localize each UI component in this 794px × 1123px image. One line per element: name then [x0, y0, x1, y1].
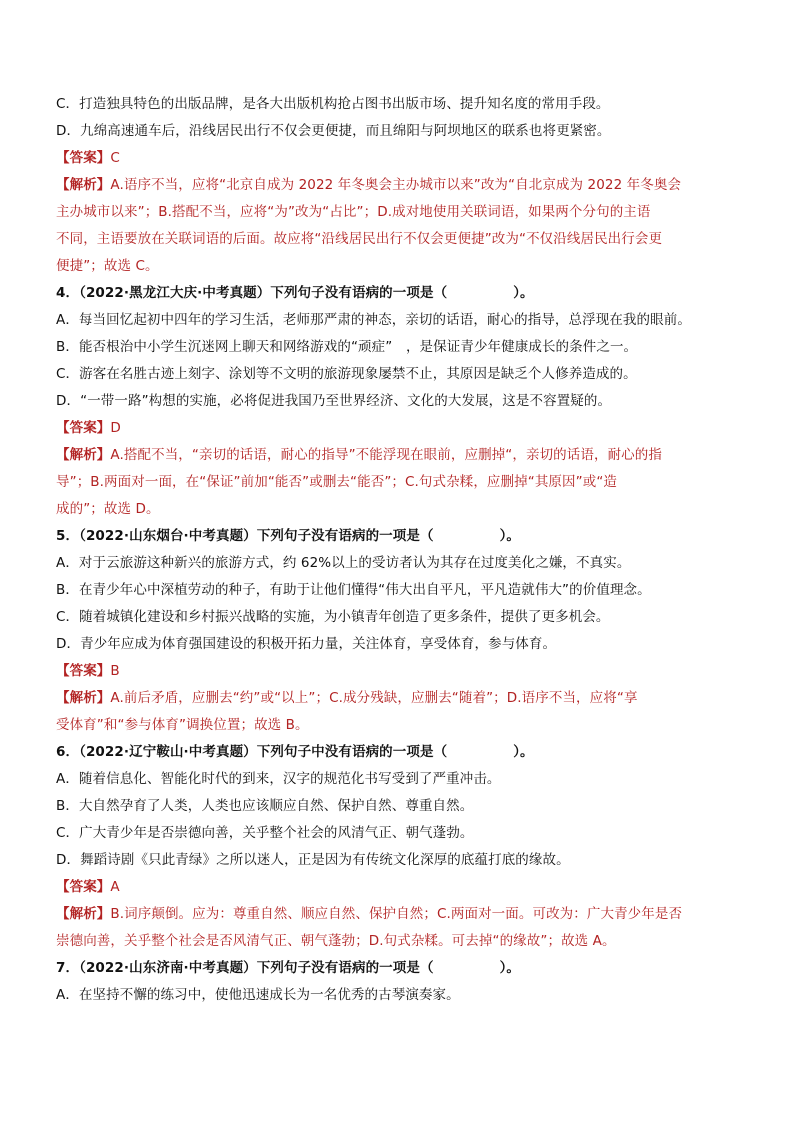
option-line: A．随着信息化、智能化时代的到来，汉字的规范化书写受到了严重冲击。: [56, 771, 501, 787]
question-tail: ）。: [513, 744, 534, 760]
question-text: 7．（2022·山东济南·中考真题）下列句子没有语病的一项是（: [56, 960, 434, 976]
question-tail: ）。: [499, 528, 521, 544]
option-line: C．随着城镇化建设和乡村振兴战略的实施，为小镇青年创造了更多条件，提供了更多机会。: [56, 609, 610, 625]
answer-tag: 【答案】: [56, 420, 111, 436]
analysis-text: A.搭配不当，“亲切的话语，耐心的指导”不能浮现在眼前，应删掉“，亲切的话语，耐心的指: [110, 447, 662, 463]
answer-line: [56, 415, 736, 442]
analysis-text: B.词序颠倒。应为：尊重自然、顺应自然、保护自然；C.两面对一面。可改为：广大青少年是否: [110, 906, 683, 922]
option-line: D．青少年应成为体育强国建设的积极开拓力量，关注体育，享受体育，参与体育。: [56, 636, 557, 652]
option-line: A．每当回忆起初中四年的学习生活，老师那严肃的神态，亲切的话语，耐心的指导，总浮现在我的眼前。: [56, 312, 691, 328]
option-line: B．在青少年心中深植劳动的种子，有助于让他们懂得“伟大出自平凡，平凡造就伟大”的价值理念。: [56, 582, 651, 598]
answer-value: B: [110, 663, 120, 679]
analysis-line: [56, 172, 736, 199]
option-line: A．在坚持不懈的练习中，使他迅速成长为一名优秀的古琴演奏家。: [56, 987, 460, 1003]
answer-tag: 【答案】: [56, 879, 111, 895]
option-line: A．对于云旅游这种新兴的旅游方式，约 62%以上的受访者认为其存在过度美化之嫌，不真实。: [56, 555, 631, 571]
analysis-line: [56, 685, 736, 712]
question-tail: ）。: [513, 285, 534, 301]
answer-value: A: [110, 879, 120, 895]
analysis-continuation: 不同，主语要放在关联词语的后面。故应将“沿线居民出行不仅会更便捷”改为“不仅沿线居民出行会更: [56, 231, 663, 247]
analysis-tag: 【解析】: [56, 906, 111, 922]
analysis-continuation: 便捷”；故选 C。: [56, 258, 159, 274]
option-line: D．舞蹈诗剧《只此青绿》之所以迷人，正是因为有传统文化深厚的底蕴打底的缘故。: [56, 852, 570, 868]
question-tail: ）。: [499, 960, 521, 976]
analysis-text: A.前后矛盾，应删去“约”或“以上”；C.成分残缺，应删去“随着”；D.语序不当，应将“享: [110, 690, 638, 706]
analysis-continuation: 成的”；故选 D。: [56, 501, 160, 517]
answer-value: D: [110, 420, 121, 436]
option-line: C．广大青少年是否崇德向善，关乎整个社会的风清气正、朝气蓬勃。: [56, 825, 474, 841]
answer-line: [56, 658, 736, 685]
option-line: C．游客在名胜古迹上刻字、涂划等不文明的旅游现象屡禁不止，其原因是缺乏个人修养造成的。: [56, 366, 637, 382]
answer-value: C: [110, 150, 120, 166]
option-line: D．九绵高速通车后，沿线居民出行不仅会更便捷，而且绵阳与阿坝地区的联系也将更紧密。: [56, 123, 611, 139]
option-line: B．大自然孕育了人类，人类也应该顺应自然、保护自然、尊重自然。: [56, 798, 474, 814]
analysis-continuation: 主办城市以来”；B.搭配不当，应将“为”改为“占比”；D.成对地使用关联词语，如果两个分句的主语: [56, 204, 651, 220]
question-text: 4．（2022·黑龙江大庆·中考真题）下列句子没有语病的一项是（: [56, 285, 448, 301]
question-text: 6．（2022·辽宁鞍山·中考真题）下列句子中没有语病的一项是（: [56, 744, 448, 760]
answer-tag: 【答案】: [56, 150, 111, 166]
question-text: 5．（2022·山东烟台·中考真题）下列句子没有语病的一项是（: [56, 528, 434, 544]
question-title: [56, 739, 736, 766]
question-title: [56, 280, 736, 307]
answer-tag: 【答案】: [56, 663, 111, 679]
question-title: [56, 523, 736, 550]
analysis-text: A.语序不当，应将“北京自成为 2022 年冬奥会主办城市以来”改为“自北京成为 2022 年冬奥会: [110, 177, 682, 193]
option-line: C．打造独具特色的出版品牌，是各大出版机构抢占图书出版市场、提升知名度的常用手段。: [56, 96, 610, 112]
analysis-continuation: 导”；B.两面对一面，在“保证”前加“能否”或删去“能否”；C.句式杂糅，应删掉“其原因”或“造: [56, 474, 618, 490]
analysis-tag: 【解析】: [56, 447, 111, 463]
analysis-tag: 【解析】: [56, 690, 111, 706]
question-title: [56, 955, 736, 982]
analysis-continuation: 崇德向善，关乎整个社会是否风清气正、朝气蓬勃；D.句式杂糅。可去掉“的缘故”；故选 A。: [56, 933, 616, 949]
option-line: B．能否根治中小学生沉迷网上聊天和网络游戏的“顽症” ，是保证青少年健康成长的条件之一。: [56, 339, 638, 355]
document-content: [56, 91, 736, 1009]
analysis-continuation: 受体育”和“参与体育”调换位置；故选 B。: [56, 717, 309, 733]
analysis-tag: 【解析】: [56, 177, 111, 193]
option-line: D．“一带一路”构想的实施，必将促进我国乃至世界经济、文化的大发展，这是不容置疑的。: [56, 393, 612, 409]
answer-line: [56, 145, 736, 172]
answer-line: [56, 874, 736, 901]
analysis-line: [56, 442, 736, 469]
analysis-line: [56, 901, 736, 928]
